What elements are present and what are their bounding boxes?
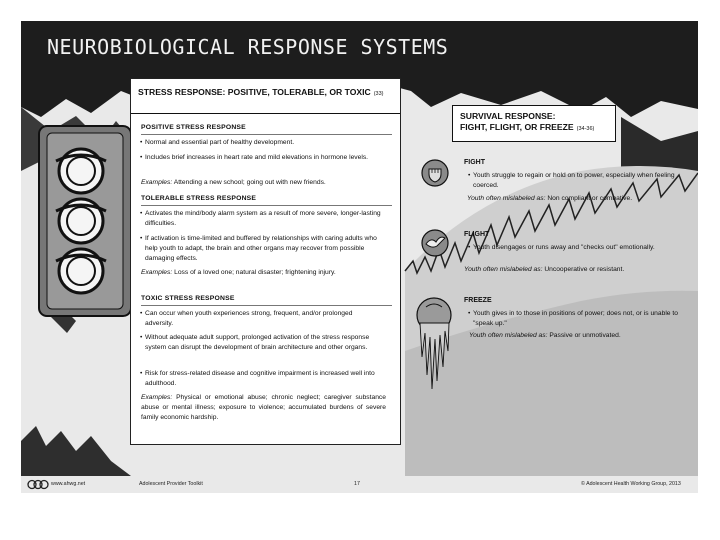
- examples-label: Examples:: [141, 179, 173, 186]
- footer: [21, 476, 698, 493]
- page-title: NEUROBIOLOGICAL RESPONSE SYSTEMS: [47, 35, 449, 59]
- toxic-examples: [141, 393, 386, 423]
- fist-icon: [421, 159, 449, 187]
- examples-label: Examples:: [141, 394, 173, 401]
- positive-bullet-1: • Normal and essential part of healthy development.: [145, 138, 381, 148]
- footer-toolkit: Adolescent Provider Toolkit: [139, 481, 203, 487]
- traffic-light-icon: [39, 126, 131, 333]
- mislabel-text: Passive or unmotivated.: [549, 332, 621, 339]
- mislabel-text: Non compliant or combative.: [547, 195, 633, 202]
- survival-response-box: [452, 105, 616, 142]
- tolerable-bullet-2: • If activation is time-limited and buffered by relationships with caring adults who help youth to adapt, the brain and other organs may recover from possible damaging effects.: [145, 234, 381, 264]
- ahwg-logo-icon: [27, 479, 49, 490]
- footer-copyright: © Adolescent Health Working Group, 2013: [581, 481, 681, 487]
- flight-heading: FLIGHT: [464, 231, 490, 238]
- footer-page-number: 17: [354, 481, 360, 487]
- survival-title-line2: FIGHT, FLIGHT, OR FREEZE: [460, 122, 574, 132]
- survival-title-line1: SURVIVAL RESPONSE:: [460, 111, 556, 121]
- stress-card-title-text: STRESS RESPONSE: POSITIVE, TOLERABLE, OR TOXIC: [138, 87, 371, 97]
- fight-heading: FIGHT: [464, 159, 485, 166]
- stress-card-title: [138, 87, 384, 97]
- footer-site: www.ahwg.net: [51, 481, 86, 487]
- examples-text: Attending a new school; going out with new friends.: [173, 179, 326, 186]
- tolerable-heading: TOLERABLE STRESS RESPONSE: [141, 195, 257, 202]
- toxic-heading: TOXIC STRESS RESPONSE: [141, 295, 235, 302]
- flight-mislabel: [464, 265, 698, 275]
- stress-card-ref: (33): [373, 91, 384, 97]
- survival-ref: (34-36): [576, 126, 595, 132]
- mislabel-label: Youth often mislabeled as:: [469, 332, 548, 339]
- divider: [141, 134, 392, 135]
- toxic-bullet-1: • Can occur when youth experiences strong, frequent, and/or prolonged adversity.: [145, 309, 381, 329]
- toxic-bullet-3: • Risk for stress-related disease and cognitive impairment is increased well into adulthood.: [145, 369, 381, 389]
- mislabel-label: Youth often mislabeled as:: [467, 195, 546, 202]
- flight-bullet: • Youth disengages or runs away and "checks out" emotionally.: [473, 243, 697, 253]
- tolerable-examples: [141, 268, 386, 278]
- toxic-bullet-2: • Without adequate adult support, prolonged activation of the stress response system can disrupt the development of brain architecture and other organs.: [145, 333, 381, 353]
- title-banner: [21, 21, 698, 71]
- mislabel-text: Uncooperative or resistant.: [544, 266, 625, 273]
- slide: [21, 21, 698, 493]
- examples-text: Loss of a loved one; natural disaster; frightening injury.: [174, 269, 336, 276]
- frozen-face-icon: [414, 297, 454, 391]
- mislabel-label: Youth often mislabeled as:: [464, 266, 543, 273]
- fight-mislabel: [467, 194, 698, 204]
- survival-title: [460, 111, 594, 135]
- positive-heading: POSITIVE STRESS RESPONSE: [141, 124, 246, 131]
- examples-label: Examples:: [141, 269, 173, 276]
- fight-bullet: • Youth struggle to regain or hold on to power, especially when feeling coerced.: [473, 171, 697, 190]
- tolerable-bullet-1: • Activates the mind/body alarm system as a result of more severe, longer-lasting difficulties.: [145, 209, 381, 229]
- freeze-heading: FREEZE: [464, 297, 492, 304]
- bird-icon: [421, 229, 449, 257]
- stress-card-header: [131, 79, 400, 114]
- freeze-mislabel: [469, 331, 698, 341]
- positive-examples: [141, 178, 386, 188]
- stress-response-card: [130, 78, 401, 445]
- divider: [141, 205, 392, 206]
- freeze-bullet: • Youth gives in to those in positions of power; does not, or is unable to "speak up.": [473, 309, 697, 328]
- divider: [141, 305, 392, 306]
- examples-text: Physical or emotional abuse; chronic neglect; caregiver substance abuse or mental illness; exposure to violence; accumulated burdens of severe family economic hardship.: [141, 394, 386, 421]
- positive-bullet-2: • Includes brief increases in heart rate and mild elevations in hormone levels.: [145, 153, 381, 163]
